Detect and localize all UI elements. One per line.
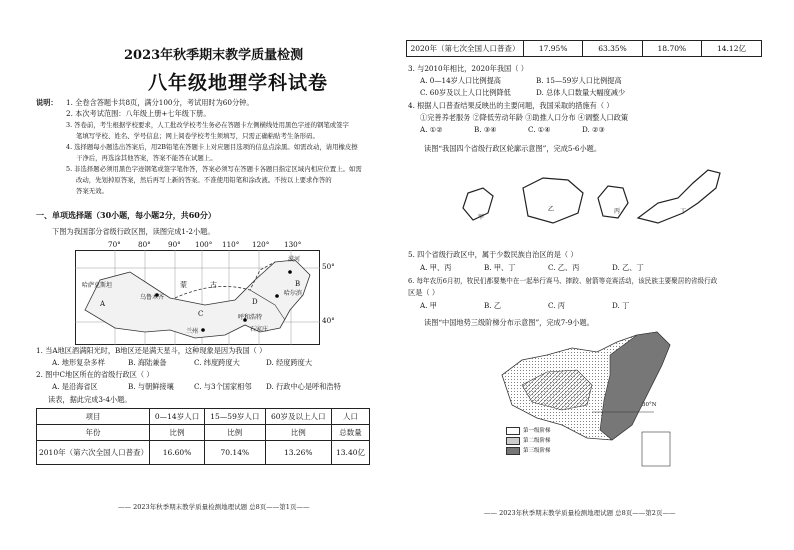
longitude-label: 130° <box>284 240 302 249</box>
population-table-continued <box>406 40 762 57</box>
q2-option: B. 与朝鲜接壤 <box>128 382 174 391</box>
q4-option: B. ③④ <box>474 125 497 134</box>
note-line: 答案无效。 <box>76 187 108 195</box>
map-label: 石家庄 <box>250 326 269 333</box>
q1-option: D. 经度跨度大 <box>266 358 313 367</box>
province-label: 丁 <box>680 208 687 215</box>
question-6: 6. 每年农历6月初，牧民们都要集中在一起举行赛马、摔跤、射箭等竞赛活动，该民族主要聚居的省级行政 <box>408 277 718 285</box>
q6-option: A. 甲 <box>420 301 437 310</box>
table-header-cell: 项目 <box>37 409 150 425</box>
table-header-cell: 比例 <box>150 425 205 441</box>
table-cell: 13.40亿 <box>332 441 370 465</box>
table-header-cell: 60岁及以上人口 <box>265 409 332 425</box>
province-label: 乙 <box>548 206 555 213</box>
legend-item <box>506 446 551 455</box>
question-2: 2. 图中C地区所在的省级行政区（ ） <box>36 370 154 379</box>
table-header-cell: 15—59岁人口 <box>205 409 265 425</box>
province-label: 丙 <box>614 208 621 215</box>
map-label: 漠河 <box>288 256 301 263</box>
province-outlines <box>458 158 758 238</box>
table-cell: 70.14% <box>205 441 265 465</box>
table-cell: 14.12亿 <box>701 41 761 57</box>
longitude-label: 90° <box>168 240 181 249</box>
population-table <box>36 408 370 465</box>
q5-option: D. 乙、丁 <box>612 263 644 272</box>
legend-label: 第三级阶梯 <box>523 448 551 454</box>
page-footer: —— 2023年秋季期末教学质量检测地理试题 总8页——第1页—— <box>118 503 310 511</box>
map-label: 古 <box>210 281 217 289</box>
table-cell: 16.60% <box>150 441 205 465</box>
q4-option: D. ②③ <box>582 125 605 134</box>
provinces-intro: 读图“我国四个省级行政区轮廓示意图”，完成5-6小题。 <box>424 144 602 153</box>
page-footer: —— 2023年秋季期末教学质量检测地理试题 总8页——第2页—— <box>484 509 676 517</box>
note-line: 4. 选择题每小题选出答案后，用2B铅笔在答题卡上对应题目选项的信息点涂黑。如需改动，请用橡皮擦 <box>66 143 358 151</box>
q6-option: C. 丙 <box>548 301 565 310</box>
q4-items: ①完善养老服务 ②降低劳动年龄 ③助推人口分布 ④调整人口政策 <box>420 113 629 122</box>
q2-option: A. 是沿海省区 <box>52 382 98 391</box>
longitude-label: 120° <box>252 240 270 249</box>
map-label: A <box>100 300 106 308</box>
table-cell: 17.95% <box>524 41 583 57</box>
q5-option: B. 甲、丁 <box>484 263 516 272</box>
q2-option: C. 与3个国家相邻 <box>194 382 252 391</box>
note-line: 笔填写学校、姓名、学号信息；网上阅卷学校考生须填写，只需正确粘贴考生条形码。 <box>76 132 319 140</box>
longitude-label: 80° <box>138 240 151 249</box>
note-line: 干净后，再选涂其他答案，答案不能答在试题上。 <box>76 154 217 162</box>
table-header-cell: 人口 <box>332 409 370 425</box>
question-3: 3. 与2010年相比，2020年我国（ ） <box>408 64 528 73</box>
map-label: 蒙 <box>180 281 187 289</box>
map-label: C <box>198 310 204 318</box>
latitude-note: 30°N <box>642 402 657 408</box>
table-header-cell: 比例 <box>205 425 265 441</box>
note-line: 5. 非选择题必须用黑色字迹钢笔或签字笔作答，答案必须写在答题卡各题目指定区域内相应位置上。如需 <box>66 165 362 173</box>
notes-label: 说明： <box>36 98 58 107</box>
table-cell: 18.70% <box>642 41 701 57</box>
q4-option: C. ①④ <box>528 125 551 134</box>
table-cell: 63.35% <box>583 41 642 57</box>
note-line: 改动，先划掉原答案，然后再写上新的答案。不准使用铅笔和涂改液。不按以上要求作答的 <box>76 176 332 184</box>
q1-option: B. 海陆兼备 <box>128 358 167 367</box>
legend-item <box>506 436 551 445</box>
q5-option: A. 甲、丙 <box>420 263 452 272</box>
table-header-cell: 总数量 <box>332 425 370 441</box>
map-label: D <box>252 298 258 306</box>
table-header-cell: 年份 <box>37 425 150 441</box>
q4-option: A. ①② <box>420 125 443 134</box>
map-label: 乌鲁木齐 <box>140 294 165 301</box>
latitude-label: 40° <box>322 316 335 325</box>
longitude-label: 110° <box>222 240 240 249</box>
longitude-label: 100° <box>195 240 213 249</box>
question-1: 1. 当A地区酒满阳光时，B地区还是满天星斗，这种现象是因为我国（ ） <box>36 346 267 355</box>
q6-option: B. 乙 <box>484 301 502 310</box>
q5-option: C. 乙、丙 <box>548 263 580 272</box>
map-label: 哈萨克斯坦 <box>82 282 113 289</box>
map-label: B <box>295 280 301 288</box>
table-cell: 2010年（第六次全国人口普查） <box>37 441 150 465</box>
q1-option: A. 地形复杂多样 <box>52 358 105 367</box>
table-row <box>37 441 370 465</box>
table-cell: 2020年（第七次全国人口普查） <box>407 41 524 57</box>
map-intro: 下图为我国部分省级行政区图，读图完成1-2小题。 <box>52 227 215 236</box>
section-title: 一、单项选择题（30小题，每小题2分，共60分） <box>36 210 216 220</box>
province-map-figure <box>70 240 335 345</box>
legend-label: 第一级阶梯 <box>523 428 551 434</box>
map-label: 兰州 <box>186 328 199 335</box>
q6-option: D. 丁 <box>612 301 630 310</box>
question-4: 4. 根据人口普查结果反映出的主要问题，我国采取的措施有（ ） <box>408 101 614 110</box>
q3-option: D. 总体人口数量大幅度减少 <box>536 88 626 97</box>
q2-option: D. 行政中心是呼和浩特 <box>266 382 341 391</box>
longitude-label: 70° <box>108 240 121 249</box>
table-cell: 13.26% <box>265 441 332 465</box>
q3-option: C. 60岁及以上人口比例降低 <box>420 88 511 97</box>
q3-option: A. 0—14岁人口比例提高 <box>420 76 501 85</box>
map-label: 呼和浩特 <box>238 314 263 321</box>
table-row <box>407 41 762 57</box>
table-header-cell: 0—14岁人口 <box>150 409 205 425</box>
terrain-map-figure <box>492 330 692 470</box>
table-header-cell: 比例 <box>265 425 332 441</box>
subject-title: 八年级地理学科试卷 <box>148 72 329 94</box>
note-line: 2. 本次考试范围：八年级上册+七年级下册。 <box>66 109 211 118</box>
q3-option: B. 15—59岁人口比例提高 <box>536 76 622 85</box>
note-line: 3. 答卷前，考生根据学校要求，人工批改学校考生务必在答题卡左侧横线处用黑色字迹的钢笔或签字 <box>66 121 349 129</box>
question-6-cont: 区是（ ） <box>408 288 440 297</box>
q1-option: C. 纬度跨度大 <box>194 358 240 367</box>
legend-label: 第二级阶梯 <box>523 438 551 444</box>
exam-title: 2023年秋季期末教学质量检测 <box>124 48 304 63</box>
question-5: 5. 四个省级行政区中，属于少数民族自治区的是（ ） <box>408 250 578 259</box>
terrain-intro: 读图“中国地势三级阶梯分布示意图”，完成7-9小题。 <box>424 318 594 327</box>
table-intro: 读表，据此完成3-4小题。 <box>48 395 132 404</box>
latitude-label: 50° <box>322 262 335 271</box>
legend-item <box>506 426 551 435</box>
province-label: 甲 <box>478 214 485 221</box>
map-label: 哈尔滨 <box>284 290 303 297</box>
note-line: 1. 全卷含答题卡共8页，满分100分，考试用时为60分钟。 <box>66 98 254 107</box>
